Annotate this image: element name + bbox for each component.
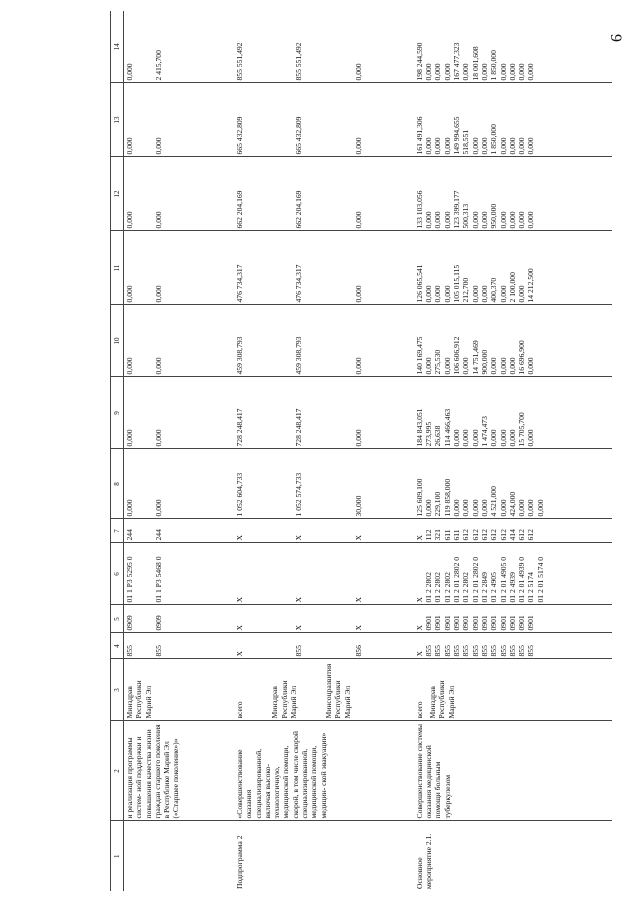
cell-value: 0,000 xyxy=(452,499,462,517)
table-cell-col8 xyxy=(234,449,414,519)
cell-value: 01 2 5174 xyxy=(526,572,536,603)
cell-value: X xyxy=(414,651,424,657)
table-cell-col11 xyxy=(124,231,235,305)
cell-text: «Совершенствование оказания специализированной, включая высоко- технологичную, медицинской помощи, скорой, в том числе скорой специализированной, медицинской помощи, медицин- ской эвакуации» xyxy=(235,731,328,819)
cell-value: 0,000 xyxy=(498,137,508,155)
cell-value: 0901 xyxy=(517,615,527,631)
cell-value: 198 244,590 xyxy=(414,42,424,81)
cell-value: 0,000 xyxy=(125,137,134,155)
cell-line: Марий Эл xyxy=(288,685,298,719)
cell-value: 0,000 xyxy=(479,285,489,303)
table-row xyxy=(124,11,235,891)
cell-value: 0,000 xyxy=(489,357,499,375)
cell-value: 612 xyxy=(470,529,480,541)
cell-value: 0901 xyxy=(507,615,517,631)
column-header-9: 9 xyxy=(111,377,124,449)
column-header-5: 5 xyxy=(111,605,124,633)
cell-value: 0901 xyxy=(498,615,508,631)
cell-value: 612 xyxy=(526,529,536,541)
cell-line: Минсоцразвития xyxy=(324,663,334,719)
table-cell-col13 xyxy=(234,83,414,157)
cell-value: 0901 xyxy=(461,615,471,631)
table-cell-col8 xyxy=(414,449,612,519)
cell-value: 0,000 xyxy=(353,357,363,375)
cell-value: 0901 xyxy=(442,615,452,631)
cell-value: 01 2 2802 xyxy=(433,572,443,603)
cell-value: 0,000 xyxy=(353,211,363,229)
cell-value: 0,000 xyxy=(154,357,164,375)
cell-value: 414 xyxy=(507,529,517,541)
cell-value: 01 2 01 4939 0 xyxy=(517,556,527,603)
cell-value: 855 xyxy=(517,645,527,657)
cell-value: 0901 xyxy=(479,615,489,631)
cell-value: 0,000 xyxy=(125,357,134,375)
cell-value: X xyxy=(235,535,244,541)
cell-value: 0,000 xyxy=(424,137,434,155)
cell-value: 0,000 xyxy=(470,211,480,229)
cell-value: 0901 xyxy=(526,615,536,631)
cell-line: Марий Эл xyxy=(342,685,352,719)
table-cell-col6 xyxy=(414,543,612,605)
cell-value: 400,370 xyxy=(489,277,499,303)
cell-group xyxy=(324,662,352,719)
cell-value: 125 609,100 xyxy=(414,478,424,517)
cell-value: 01 2 2849 xyxy=(479,572,489,603)
cell-value: 0,000 xyxy=(433,211,443,229)
cell-value: 149 994,655 xyxy=(452,116,462,155)
cell-value: 476 734,317 xyxy=(235,264,244,303)
cell-value: 0,000 xyxy=(526,357,536,375)
table-cell-col4 xyxy=(234,633,414,659)
cell-value: X xyxy=(235,597,244,603)
cell-value: 612 xyxy=(479,529,489,541)
cell-value: X xyxy=(353,597,363,603)
cell-value: 728 248,417 xyxy=(235,408,244,447)
table-row xyxy=(234,11,414,891)
cell-value: 0,000 xyxy=(498,285,508,303)
table-cell-col1 xyxy=(414,821,612,891)
cell-group xyxy=(415,662,424,719)
cell-value: 0,000 xyxy=(535,499,545,517)
cell-value: 728 248,417 xyxy=(294,408,304,447)
cell-value: 0901 xyxy=(452,615,462,631)
table-cell-col6 xyxy=(234,543,414,605)
cell-value: 01 2 2802 xyxy=(424,572,434,603)
cell-value: 0,000 xyxy=(517,137,527,155)
cell-value: 01 2 4905 xyxy=(489,572,499,603)
table-cell-col13 xyxy=(414,83,612,157)
cell-line: всего xyxy=(235,701,244,719)
column-header-2: 2 xyxy=(111,721,124,821)
cell-value: 950,000 xyxy=(489,203,499,229)
cell-value: 01 2 01 4905 0 xyxy=(498,556,508,603)
cell-value: Марий Эл xyxy=(143,685,153,719)
cell-value: 244 xyxy=(154,529,164,541)
cell-value: 126 065,541 xyxy=(414,264,424,303)
cell-value: 0,000 xyxy=(489,429,499,447)
cell-value: 273,995 xyxy=(424,421,434,447)
cell-value: 01 2 01 2802 0 xyxy=(470,556,480,603)
cell-value: 476 734,317 xyxy=(294,264,304,303)
cell-value: 612 xyxy=(489,529,499,541)
cell-value: 0,000 xyxy=(470,285,480,303)
cell-value: 0,000 xyxy=(498,499,508,517)
cell-value: 0,000 xyxy=(470,499,480,517)
table-cell-col9 xyxy=(234,377,414,449)
cell-value: 106 606,912 xyxy=(452,336,462,375)
cell-value: 0,000 xyxy=(526,429,536,447)
cell-value: 0,000 xyxy=(526,211,536,229)
cell-value: 0,000 xyxy=(470,137,480,155)
table-cell-col4 xyxy=(414,633,612,659)
cell-value: 0,000 xyxy=(470,429,480,447)
cell-value: 26,638 xyxy=(433,425,443,447)
cell-value: 14 212,500 xyxy=(526,268,536,303)
table-cell-col14 xyxy=(234,11,414,83)
cell-value: 0,000 xyxy=(433,285,443,303)
table-cell-col14 xyxy=(124,11,235,83)
column-header-1: 1 xyxy=(111,821,124,891)
cell-value: 0,000 xyxy=(442,63,452,81)
cell-value: 855 xyxy=(442,645,452,657)
cell-value: 212,700 xyxy=(461,277,471,303)
cell-value: 161 491,306 xyxy=(414,116,424,155)
cell-value: 0,000 xyxy=(461,63,471,81)
cell-value: 612 xyxy=(517,529,527,541)
cell-value: 855 xyxy=(433,645,443,657)
cell-value: 229,100 xyxy=(433,491,443,517)
table-cell-col14 xyxy=(414,11,612,83)
cell-value: 0,000 xyxy=(461,357,471,375)
cell-text: Подпрограмма 2 xyxy=(235,835,244,889)
cell-value: 611 xyxy=(442,529,452,541)
cell-value: 0,000 xyxy=(452,429,462,447)
table-cell-col2 xyxy=(414,721,612,821)
cell-value: 0,000 xyxy=(433,137,443,155)
cell-value: 0,000 xyxy=(154,137,164,155)
cell-value: 0901 xyxy=(433,615,443,631)
table-cell-col12 xyxy=(414,157,612,231)
cell-value: 167 477,323 xyxy=(452,42,462,81)
table-cell-col11 xyxy=(234,231,414,305)
cell-value: 1 850,000 xyxy=(489,124,499,155)
cell-value: мероприятие 2.1. xyxy=(424,833,434,889)
cell-value: 0,000 xyxy=(517,211,527,229)
cell-value: 184 843,051 xyxy=(414,408,424,447)
cell-group xyxy=(235,662,244,719)
table-row xyxy=(414,11,612,891)
cell-value: 321 xyxy=(433,529,443,541)
cell-value: 0,000 xyxy=(442,211,452,229)
cell-value: 114 466,463 xyxy=(442,408,452,447)
cell-value: 30,000 xyxy=(353,495,363,517)
table-cell-col3 xyxy=(124,659,235,721)
cell-value: 0,000 xyxy=(442,285,452,303)
cell-value: 0901 xyxy=(470,615,480,631)
cell-value: 0,000 xyxy=(479,63,489,81)
column-header-3: 3 xyxy=(111,659,124,721)
cell-line: Республики xyxy=(333,680,343,719)
cell-value: 0,000 xyxy=(424,357,434,375)
cell-value: 0,000 xyxy=(353,63,363,81)
header-row xyxy=(111,11,124,891)
cell-value: 662 204,169 xyxy=(235,190,244,229)
cell-line: всего xyxy=(414,701,424,719)
cell-value: 2 100,000 xyxy=(507,272,517,303)
cell-value: 0,000 xyxy=(479,499,489,517)
cell-value: 855 xyxy=(498,645,508,657)
cell-value: 424,000 xyxy=(507,491,517,517)
cell-value: 0,000 xyxy=(125,63,134,81)
table-cell-col8 xyxy=(124,449,235,519)
cell-value: 244 xyxy=(125,529,134,541)
table-cell-col13 xyxy=(124,83,235,157)
cell-value: 0,000 xyxy=(353,137,363,155)
cell-value: 105 015,115 xyxy=(452,264,462,303)
cell-value: 0,000 xyxy=(442,357,452,375)
table-cell-col2 xyxy=(234,721,414,821)
cell-value: 0,000 xyxy=(507,63,517,81)
cell-value: 01 1 P3 5295 0 xyxy=(125,556,134,603)
cell-value: 0,000 xyxy=(125,499,134,517)
cell-value: 900,000 xyxy=(479,349,489,375)
cell-value: 500,313 xyxy=(461,203,471,229)
cell-value: X xyxy=(235,651,244,657)
column-header-13: 13 xyxy=(111,83,124,157)
cell-value: 855 xyxy=(154,645,164,657)
cell-value: 0,000 xyxy=(498,63,508,81)
cell-value: Республики xyxy=(134,680,144,719)
cell-value: X xyxy=(294,625,304,631)
cell-value: 0,000 xyxy=(125,285,134,303)
cell-value: 275,530 xyxy=(433,349,443,375)
cell-value: 1 052 574,733 xyxy=(294,472,304,517)
cell-value: 0,000 xyxy=(498,429,508,447)
column-header-10: 10 xyxy=(111,305,124,377)
table-cell-col11 xyxy=(414,231,612,305)
cell-value: 01 2 4939 xyxy=(507,572,517,603)
table-cell-col12 xyxy=(124,157,235,231)
table-cell-col12 xyxy=(234,157,414,231)
table-cell-col5 xyxy=(124,605,235,633)
column-header-4: 4 xyxy=(111,633,124,659)
cell-value: 0,000 xyxy=(479,137,489,155)
budget-table-sheet xyxy=(110,11,605,891)
table-cell-col6 xyxy=(124,543,235,605)
table-cell-col10 xyxy=(124,305,235,377)
column-header-12: 12 xyxy=(111,157,124,231)
table-cell-col10 xyxy=(234,305,414,377)
cell-value: 133 103,056 xyxy=(414,190,424,229)
cell-line: Марий Эл xyxy=(446,685,456,719)
cell-value: 855 551,492 xyxy=(235,42,244,81)
cell-value: 0,000 xyxy=(507,211,517,229)
column-header-8: 8 xyxy=(111,449,124,519)
cell-value: 16 696,900 xyxy=(517,340,527,375)
budget-table xyxy=(110,11,612,891)
cell-value: 0,000 xyxy=(507,357,517,375)
cell-value: 665 432,809 xyxy=(294,116,304,155)
cell-value: 0,000 xyxy=(461,429,471,447)
cell-value: X xyxy=(353,535,363,541)
table-cell-col3 xyxy=(414,659,612,721)
cell-value: 0,000 xyxy=(517,499,527,517)
cell-value: 665 432,809 xyxy=(235,116,244,155)
cell-value: 662 204,169 xyxy=(294,190,304,229)
cell-value: 119 858,000 xyxy=(442,478,452,517)
cell-value: 612 xyxy=(461,529,471,541)
table-cell-col2 xyxy=(124,721,235,821)
cell-group xyxy=(270,662,298,719)
cell-value: 855 xyxy=(125,645,134,657)
cell-value: 855 xyxy=(294,645,304,657)
cell-value: X xyxy=(414,597,424,603)
rotated-table-container xyxy=(110,11,605,891)
cell-value: Минздрав xyxy=(125,686,134,719)
cell-value: 0,000 xyxy=(424,499,434,517)
cell-value: X xyxy=(414,535,424,541)
cell-value: 855 xyxy=(424,645,434,657)
cell-value: 0,000 xyxy=(517,285,527,303)
cell-value: 518,551 xyxy=(461,129,471,155)
cell-value: X xyxy=(235,625,244,631)
cell-value: 0,000 xyxy=(526,137,536,155)
cell-value: 01 2 01 5174 0 xyxy=(535,556,545,603)
cell-value: 0,000 xyxy=(479,211,489,229)
cell-value: 0,000 xyxy=(442,137,452,155)
cell-value: 15 705,700 xyxy=(517,412,527,447)
cell-value: 140 169,475 xyxy=(414,336,424,375)
cell-value: 0,000 xyxy=(526,63,536,81)
page-number: 9 xyxy=(607,34,624,42)
cell-value: 0901 xyxy=(489,615,499,631)
cell-value: 0,000 xyxy=(507,429,517,447)
cell-value: 611 xyxy=(452,529,462,541)
table-cell-col5 xyxy=(234,605,414,633)
table-cell-col1 xyxy=(124,821,235,891)
table-cell-col10 xyxy=(414,305,612,377)
cell-value: 855 551,492 xyxy=(294,42,304,81)
cell-value: 0,000 xyxy=(154,211,164,229)
cell-value: 0,000 xyxy=(154,499,164,517)
table-cell-col9 xyxy=(124,377,235,449)
table-cell-col7 xyxy=(234,519,414,543)
cell-text: и реализация программы систем- ной поддержки и повышения качества жизни граждан старшего поколения в Республике Марий Эл («Старшее поколение»)» xyxy=(125,724,181,819)
cell-value: 0,000 xyxy=(498,357,508,375)
cell-value: Основное xyxy=(414,857,424,889)
cell-group xyxy=(428,662,456,719)
cell-value: 0,000 xyxy=(424,211,434,229)
table-cell-col7 xyxy=(124,519,235,543)
table-cell-col5 xyxy=(414,605,612,633)
cell-value: 0,000 xyxy=(125,429,134,447)
cell-value: 0,000 xyxy=(498,211,508,229)
column-header-6: 6 xyxy=(111,543,124,605)
cell-value: 855 xyxy=(452,645,462,657)
cell-line: Республики xyxy=(279,680,289,719)
cell-value: 0,000 xyxy=(353,429,363,447)
cell-value: 0901 xyxy=(424,615,434,631)
cell-value: 855 xyxy=(461,645,471,657)
cell-value: 01 2 01 2802 0 xyxy=(452,556,462,603)
cell-value: 2 415,700 xyxy=(154,50,164,81)
table-cell-col3 xyxy=(234,659,414,721)
cell-line: Республики xyxy=(437,680,447,719)
cell-value: 01 2 2802 xyxy=(442,572,452,603)
cell-value: 1 474,473 xyxy=(479,416,489,447)
column-header-14: 14 xyxy=(111,11,124,83)
cell-value: 855 xyxy=(526,645,536,657)
cell-value: 855 xyxy=(489,645,499,657)
cell-value: 856 xyxy=(353,645,363,657)
cell-value: 4 521,000 xyxy=(489,486,499,517)
cell-value: 18 001,608 xyxy=(470,46,480,81)
column-header-11: 11 xyxy=(111,231,124,305)
table-cell-col4 xyxy=(124,633,235,659)
cell-value: 01 2 2802 xyxy=(461,572,471,603)
cell-value: 0,000 xyxy=(125,211,134,229)
cell-value: 855 xyxy=(479,645,489,657)
cell-value: 855 xyxy=(470,645,480,657)
cell-value: 01 1 P3 5468 0 xyxy=(154,556,164,603)
cell-value: X xyxy=(294,597,304,603)
cell-value: 1 850,000 xyxy=(489,50,499,81)
cell-value: 0,000 xyxy=(154,429,164,447)
cell-value: X xyxy=(414,625,424,631)
cell-value: 0909 xyxy=(154,615,164,631)
cell-value: 1 052 604,733 xyxy=(235,472,244,517)
cell-value: 855 xyxy=(507,645,517,657)
cell-value: 0,000 xyxy=(154,285,164,303)
cell-text: Совершенствование системы оказания медицинской помощи больным туберкулезом xyxy=(414,723,452,819)
cell-value: 0,000 xyxy=(526,499,536,517)
table-cell-col1 xyxy=(234,821,414,891)
cell-value: 459 308,793 xyxy=(294,336,304,375)
cell-value: 14 751,469 xyxy=(470,340,480,375)
cell-line: Минздрав xyxy=(270,686,280,719)
table-cell-col9 xyxy=(414,377,612,449)
cell-value: 0,000 xyxy=(517,63,527,81)
table-cell-col7 xyxy=(414,519,612,543)
cell-value: X xyxy=(353,625,363,631)
cell-value: X xyxy=(294,535,304,541)
cell-value: 459 308,793 xyxy=(235,336,244,375)
cell-value: 112 xyxy=(424,529,434,541)
cell-value: 0,000 xyxy=(353,285,363,303)
cell-value: 0,000 xyxy=(424,285,434,303)
cell-value: 0909 xyxy=(125,615,134,631)
cell-line: Минздрав xyxy=(428,686,438,719)
cell-value: 0,000 xyxy=(433,63,443,81)
cell-value: 0,000 xyxy=(507,137,517,155)
cell-value: 0,000 xyxy=(461,499,471,517)
cell-value: 0,000 xyxy=(424,63,434,81)
cell-value: 612 xyxy=(498,529,508,541)
column-header-7: 7 xyxy=(111,519,124,543)
cell-value: 123 399,177 xyxy=(452,190,462,229)
